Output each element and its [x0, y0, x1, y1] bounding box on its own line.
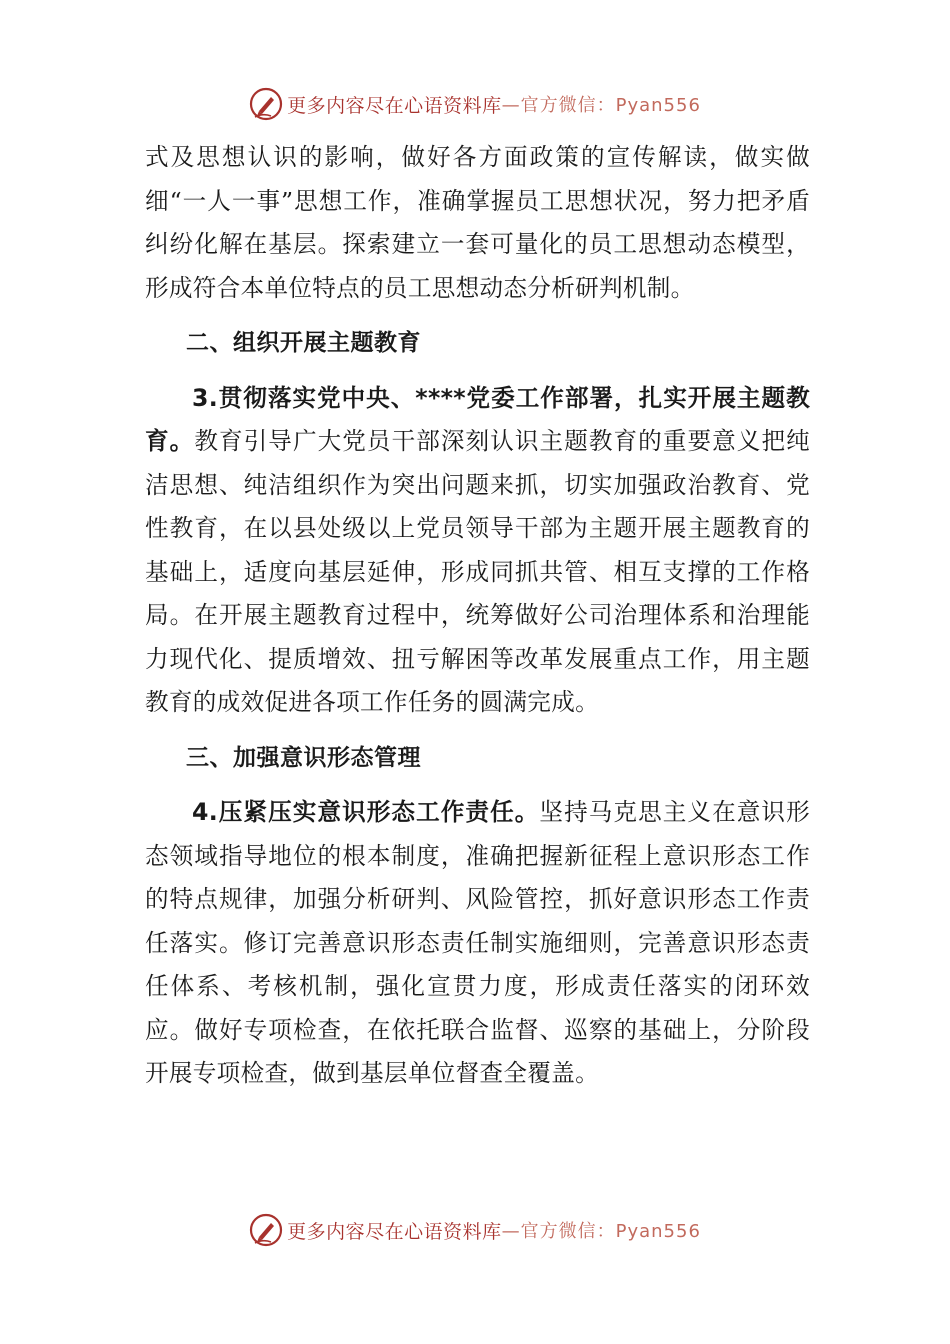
section-2-item-lead: 3.贯彻落实党中央、****党委工作部署，扎实开展主题教育。: [145, 383, 810, 455]
banner-wechat: —官方微信：Pyan556: [501, 95, 701, 116]
footer-banner-title: 更多内容尽在心语资料库: [287, 1220, 502, 1243]
section-3-item-text: 坚持马克思主义在意识形态领域指导地位的根本制度，准确把握新征程上意识形态工作的特点规律，加强分析研判、风险管控，抓好意识形态工作责任落实。修订完善意识形态责任制实施细则，完善意识形态责任体系、考核机制，强化宣贯力度，形成责任落实的闭环效应。做好专项检查，在依托联合监督、巡察的基础上，分阶段开展专项检查，做到基层单位督查全覆盖。: [145, 798, 810, 1087]
intro-paragraph: 式及思想认识的影响，做好各方面政策的宣传解读，做实做细“一人一事”思想工作，准确掌握员工思想状况，努力把矛盾纠纷化解在基层。探索建立一套可量化的员工思想动态模型，形成符合本单位特点的员工思想动态分析研判机制。: [145, 143, 810, 302]
section-2-heading: 二、组织开展主题教育: [186, 330, 421, 356]
section-3-heading: 三、加强意识形态管理: [186, 744, 421, 771]
footer-banner-wechat: —官方微信：Pyan556: [501, 1221, 701, 1242]
section-3-item: [145, 791, 810, 1096]
footer-banner: [0, 1208, 950, 1252]
document-body: [145, 136, 810, 1096]
pen-logo-icon: [249, 87, 283, 121]
pen-logo-icon: [249, 1213, 283, 1247]
header-banner: [0, 82, 950, 126]
section-2-item-text: 教育引导广大党员干部深刻认识主题教育的重要意义把纯洁思想、纯洁组织作为突出问题来抓，切实加强政治教育、党性教育，在以县处级以上党员领导干部为主题开展主题教育的基础上，适度向基层延伸，形成同抓共管、相互支撑的工作格局。在开展主题教育过程中，统筹做好公司治理体系和治理能力现代化、提质增效、扭亏解困等改革发展重点工作，用主题教育的成效促进各项工作任务的圆满完成。: [145, 427, 811, 716]
section-2-item: [145, 377, 810, 725]
section-3-item-lead: 4.压紧压实意识形态工作责任。: [192, 798, 540, 826]
banner-title: 更多内容尽在心语资料库: [287, 94, 502, 117]
